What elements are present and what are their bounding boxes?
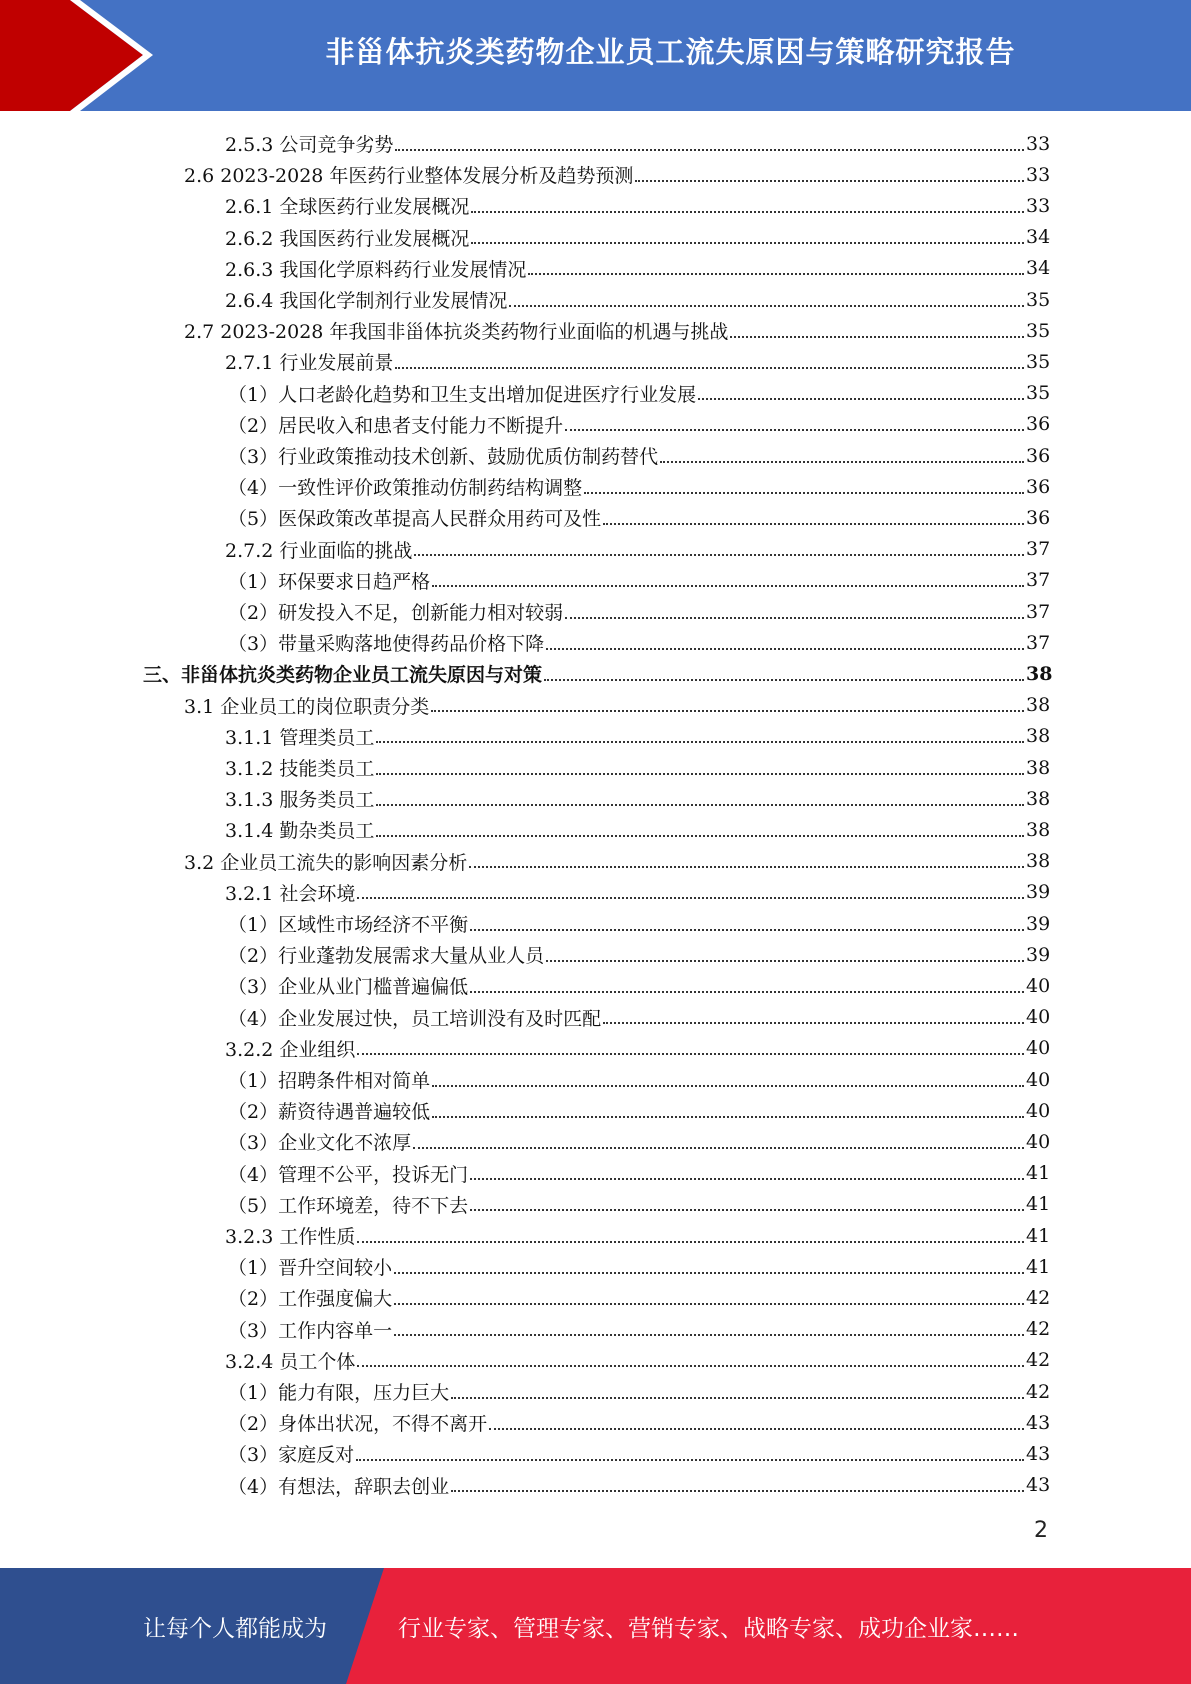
toc-entry[interactable] xyxy=(228,471,1051,502)
toc-dot-leader xyxy=(376,773,1024,775)
toc-dot-leader xyxy=(395,367,1024,369)
toc-entry-page: 41 xyxy=(1026,1162,1051,1185)
toc-entry-page: 38 xyxy=(1026,725,1051,748)
toc-entry[interactable] xyxy=(184,690,1051,721)
toc-dot-leader xyxy=(470,929,1024,931)
toc-entry-label: （1）晋升空间较小 xyxy=(228,1257,393,1280)
toc-entry-label: （2）居民收入和患者支付能力不断提升 xyxy=(228,414,564,437)
toc-entry-page: 37 xyxy=(1026,631,1051,654)
toc-entry-label: 3.2 企业员工流失的影响因素分析 xyxy=(184,851,468,874)
toc-dot-leader xyxy=(356,1459,1024,1461)
toc-entry[interactable] xyxy=(228,1095,1051,1126)
toc-entry-page: 38 xyxy=(1026,818,1051,841)
toc-entry-page: 36 xyxy=(1026,475,1051,498)
toc-entry[interactable] xyxy=(225,253,1051,284)
toc-entry-label: （2）行业蓬勃发展需求大量从业人员 xyxy=(228,945,545,968)
report-title: 非甾体抗炎类药物企业员工流失原因与策略研究报告 xyxy=(325,34,1016,69)
toc-entry-label: （2）身体出状况，不得不离开 xyxy=(228,1413,488,1436)
toc-entry-page: 38 xyxy=(1026,662,1053,685)
toc-entry-page: 34 xyxy=(1026,226,1051,249)
toc-dot-leader xyxy=(469,866,1024,868)
toc-entry[interactable] xyxy=(228,1438,1051,1469)
toc-entry-page: 35 xyxy=(1026,288,1051,311)
toc-entry[interactable] xyxy=(228,565,1051,596)
toc-entry[interactable] xyxy=(225,128,1051,159)
toc-entry-label: （4）一致性评价政策推动仿制药结构调整 xyxy=(228,477,583,500)
toc-dot-leader xyxy=(470,1178,1024,1180)
toc-entry-page: 37 xyxy=(1026,569,1051,592)
toc-entry-page: 33 xyxy=(1026,132,1051,155)
toc-entry[interactable] xyxy=(228,1064,1051,1095)
toc-entry[interactable] xyxy=(228,1126,1051,1157)
toc-entry-label: （2）薪资待遇普遍较低 xyxy=(228,1101,431,1124)
toc-entry-page: 41 xyxy=(1026,1193,1051,1216)
toc-entry[interactable] xyxy=(228,440,1051,471)
toc-entry[interactable] xyxy=(228,409,1051,440)
toc-entry-label: （1）能力有限，压力巨大 xyxy=(228,1382,450,1404)
toc-entry-page: 43 xyxy=(1026,1474,1051,1497)
page-number: 2 xyxy=(1034,1518,1048,1543)
toc-entry-page: 36 xyxy=(1026,413,1051,436)
toc-entry-label: （3）家庭反对 xyxy=(228,1444,355,1467)
toc-dot-leader xyxy=(431,710,1024,712)
toc-entry-page: 40 xyxy=(1026,1130,1051,1153)
toc-entry-page: 38 xyxy=(1026,694,1051,717)
toc-entry-page: 40 xyxy=(1026,1037,1051,1060)
toc-entry[interactable] xyxy=(225,814,1051,845)
toc-entry-page: 36 xyxy=(1026,444,1051,467)
toc-entry-label: 3.1.4 勤杂类员工 xyxy=(225,820,375,843)
toc-entry-page: 38 xyxy=(1026,850,1051,873)
toc-entry-label: （1）人口老龄化趋势和卫生支出增加促进医疗行业发展 xyxy=(228,383,697,406)
toc-entry-label: （2）工作强度偏大 xyxy=(228,1288,393,1311)
toc-entry[interactable] xyxy=(228,596,1051,627)
toc-entry-label: （3）带量采购落地使得药品价格下降 xyxy=(228,633,545,656)
toc-entry[interactable] xyxy=(225,783,1051,814)
toc-entry-label: （4）企业发展过快，员工培训没有及时匹配 xyxy=(228,1007,602,1030)
toc-entry-label: 3.1 企业员工的岗位职责分类 xyxy=(184,695,430,718)
toc-entry-page: 43 xyxy=(1026,1442,1051,1465)
toc-entry-page: 35 xyxy=(1026,319,1051,342)
toc-entry[interactable] xyxy=(225,284,1051,315)
toc-dot-leader xyxy=(432,1116,1024,1118)
toc-entry-label: 3.1.2 技能类员工 xyxy=(225,758,375,780)
toc-entry[interactable] xyxy=(228,1470,1051,1501)
toc-entry[interactable] xyxy=(184,846,1051,877)
toc-dot-leader xyxy=(414,554,1024,556)
toc-dot-leader xyxy=(451,1397,1024,1399)
toc-entry-page: 37 xyxy=(1026,600,1051,623)
toc-dot-leader xyxy=(730,336,1024,338)
toc-entry-page: 39 xyxy=(1026,881,1051,904)
toc-entry-label: 3.2.4 员工个体 xyxy=(225,1350,356,1373)
toc-dot-leader xyxy=(376,741,1024,743)
toc-entry[interactable] xyxy=(228,1376,1051,1407)
toc-dot-leader xyxy=(394,1303,1024,1305)
toc-dot-leader xyxy=(394,1334,1024,1336)
toc-entry-page: 41 xyxy=(1026,1224,1051,1247)
toc-entry[interactable] xyxy=(228,1158,1051,1189)
toc-entry-page: 43 xyxy=(1026,1411,1051,1434)
toc-entry[interactable] xyxy=(225,877,1051,908)
toc-entry[interactable] xyxy=(228,1314,1051,1345)
toc-entry-label: （1）招聘条件相对简单 xyxy=(228,1070,431,1092)
toc-entry-page: 42 xyxy=(1026,1318,1051,1341)
toc-entry-page: 39 xyxy=(1026,943,1051,966)
toc-entry-label: （3）企业文化不浓厚 xyxy=(228,1132,412,1155)
toc-dot-leader xyxy=(357,1053,1024,1055)
toc-entry[interactable] xyxy=(225,190,1051,221)
toc-dot-leader xyxy=(544,679,1024,681)
toc-entry-label: 三、非甾体抗炎类药物企业员工流失原因与对策 xyxy=(143,664,543,687)
toc-dot-leader xyxy=(471,242,1024,244)
toc-dot-leader xyxy=(376,804,1024,806)
toc-dot-leader xyxy=(528,273,1024,275)
toc-dot-leader xyxy=(546,648,1024,650)
toc-entry-page: 37 xyxy=(1026,538,1051,561)
toc-dot-leader xyxy=(603,1022,1024,1024)
toc-dot-leader xyxy=(565,617,1024,619)
toc-entry[interactable] xyxy=(228,1282,1051,1313)
toc-entry[interactable] xyxy=(228,1002,1051,1033)
toc-dot-leader xyxy=(698,398,1024,400)
toc-entry-page: 40 xyxy=(1026,1006,1051,1029)
toc-entry-label: （1）区域性市场经济不平衡 xyxy=(228,914,469,936)
toc-entry[interactable] xyxy=(228,970,1051,1001)
toc-entry[interactable] xyxy=(143,658,1053,689)
toc-entry-label: （1）环保要求日趋严格 xyxy=(228,570,431,593)
toc-entry-label: 2.6.3 我国化学原料药行业发展情况 xyxy=(225,258,527,281)
toc-entry-page: 33 xyxy=(1026,194,1051,217)
toc-entry-page: 42 xyxy=(1026,1286,1051,1309)
toc-entry[interactable] xyxy=(225,1345,1051,1376)
toc-entry[interactable] xyxy=(228,627,1051,658)
toc-entry-label: 2.6.1 全球医药行业发展概况 xyxy=(225,196,470,219)
toc-entry-label: 3.1.1 管理类员工 xyxy=(225,726,375,749)
toc-entry-label: （3）工作内容单一 xyxy=(228,1319,393,1342)
toc-entry-label: （4）管理不公平，投诉无门 xyxy=(228,1163,469,1186)
toc-entry[interactable] xyxy=(228,1189,1051,1220)
toc-entry[interactable] xyxy=(184,315,1051,346)
toc-dot-leader xyxy=(546,960,1024,962)
toc-dot-leader xyxy=(660,461,1024,463)
toc-dot-leader xyxy=(470,991,1024,993)
toc-entry[interactable] xyxy=(228,1251,1051,1282)
toc-dot-leader xyxy=(471,211,1024,213)
toc-entry-label: （3）行业政策推动技术创新、鼓励优质仿制药替代 xyxy=(228,446,659,468)
toc-entry-page: 40 xyxy=(1026,1068,1051,1091)
toc-entry-label: 2.6 2023-2028 年医药行业整体发展分析及趋势预测 xyxy=(184,165,634,188)
toc-entry-page: 42 xyxy=(1026,1380,1051,1403)
toc-entry-page: 39 xyxy=(1026,912,1051,935)
toc-entry-label: （5）工作环境差，待不下去 xyxy=(228,1194,469,1217)
toc-dot-leader xyxy=(413,1147,1024,1149)
toc-entry-page: 40 xyxy=(1026,974,1051,997)
page-header xyxy=(0,0,1191,111)
toc-entry-page: 35 xyxy=(1026,350,1051,373)
toc-entry-label: （3）企业从业门槛普遍偏低 xyxy=(228,976,469,999)
footer-slogan-left: 让每个人都能成为 xyxy=(143,1615,327,1642)
toc-entry[interactable] xyxy=(228,908,1051,939)
toc-entry[interactable] xyxy=(225,346,1051,377)
toc-entry-label: 2.6.2 我国医药行业发展概况 xyxy=(225,227,470,250)
toc-entry-label: 3.2.2 企业组织 xyxy=(225,1038,356,1061)
toc-entry-page: 40 xyxy=(1026,1099,1051,1122)
toc-dot-leader xyxy=(509,305,1024,307)
toc-dot-leader xyxy=(376,835,1024,837)
toc-entry-label: （4）有想法，辞职去创业 xyxy=(228,1475,450,1498)
toc-entry[interactable] xyxy=(228,1407,1051,1438)
toc-dot-leader xyxy=(395,149,1024,151)
toc-entry[interactable] xyxy=(228,939,1051,970)
toc-dot-leader xyxy=(357,897,1024,899)
toc-dot-leader xyxy=(357,1241,1024,1243)
toc-entry[interactable] xyxy=(225,721,1051,752)
toc-entry-label: 2.5.3 公司竞争劣势 xyxy=(225,134,394,156)
toc-entry-label: 2.7.2 行业面临的挑战 xyxy=(225,539,413,562)
toc-entry-page: 42 xyxy=(1026,1349,1051,1372)
toc-entry-page: 34 xyxy=(1026,257,1051,280)
toc-entry-label: 3.1.3 服务类员工 xyxy=(225,789,375,812)
toc-dot-leader xyxy=(603,523,1024,525)
toc-entry-page: 38 xyxy=(1026,787,1051,810)
toc-dot-leader xyxy=(394,1272,1024,1274)
toc-entry-page: 36 xyxy=(1026,506,1051,529)
toc-dot-leader xyxy=(584,492,1024,494)
toc-entry-page: 38 xyxy=(1026,756,1051,779)
toc-entry-page: 33 xyxy=(1026,163,1051,186)
toc-dot-leader xyxy=(565,429,1024,431)
page-footer xyxy=(0,1568,1191,1684)
toc-entry[interactable] xyxy=(225,1220,1051,1251)
toc-dot-leader xyxy=(432,1085,1024,1087)
toc-entry[interactable] xyxy=(225,752,1051,783)
toc-entry[interactable] xyxy=(225,1033,1051,1064)
toc-entry-label: 2.6.4 我国化学制剂行业发展情况 xyxy=(225,290,508,312)
footer-slogan-right: 行业专家、管理专家、营销专家、战略专家、成功企业家…… xyxy=(398,1615,1019,1642)
toc-entry[interactable] xyxy=(225,222,1051,253)
toc-entry[interactable] xyxy=(228,502,1051,533)
toc-dot-leader xyxy=(357,1365,1024,1367)
toc-entry-label: 2.7 2023-2028 年我国非甾体抗炎类药物行业面临的机遇与挑战 xyxy=(184,321,729,344)
toc-entry[interactable] xyxy=(228,378,1051,409)
toc-dot-leader xyxy=(432,585,1024,587)
toc-entry-page: 41 xyxy=(1026,1255,1051,1278)
toc-entry-label: （5）医保政策改革提高人民群众用药可及性 xyxy=(228,508,602,531)
toc-dot-leader xyxy=(451,1490,1024,1492)
toc-entry-label: 3.2.1 社会环境 xyxy=(225,882,356,905)
toc-entry[interactable] xyxy=(225,534,1051,565)
toc-entry-label: 2.7.1 行业发展前景 xyxy=(225,352,394,375)
toc-entry-label: 3.2.3 工作性质 xyxy=(225,1226,356,1248)
toc-dot-leader xyxy=(635,180,1024,182)
toc-entry-label: （2）研发投入不足，创新能力相对较弱 xyxy=(228,602,564,624)
toc-dot-leader xyxy=(470,1209,1024,1211)
toc-dot-leader xyxy=(489,1428,1024,1430)
toc-entry[interactable] xyxy=(184,159,1051,190)
toc-entry-page: 35 xyxy=(1026,382,1051,405)
